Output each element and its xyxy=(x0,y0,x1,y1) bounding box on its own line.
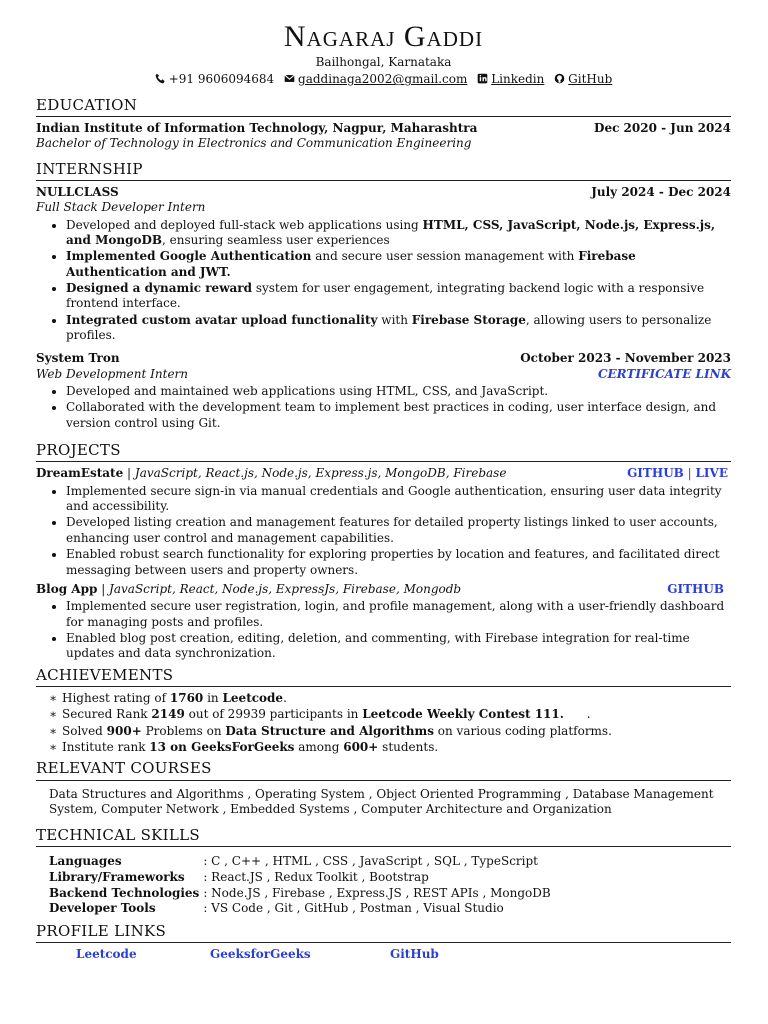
skills-table xyxy=(49,854,551,916)
contact-line xyxy=(36,72,731,87)
table-row: Backend Technologies : Node.JS , Firebase , Express.JS , REST APIs , MongoDB xyxy=(49,885,551,900)
list-item: • Enabled blog post creation, editing, deletion, and commenting, with Firebase integration for real-time updates and data synchronization. xyxy=(66,631,731,662)
project-bullets xyxy=(36,484,731,578)
list-item: • Enabled robust search functionality for exploring properties by location and features, and facilitated direct messaging between users and property owners. xyxy=(66,547,731,578)
live-project-link[interactable]: LIVE xyxy=(695,466,728,481)
github-profile-link[interactable]: GitHub xyxy=(390,946,439,961)
person-name: Nagaraj Gaddi xyxy=(283,20,484,53)
github-project-link[interactable]: GITHUB xyxy=(667,581,724,596)
project-dreamestate: DreamEstate | JavaScript, React.js, Node.js, Express.js, MongoDB, Firebase GITHUB | LIVE • Implemented secure sign-in via manual credentials and Google authentication, ensuring user data integrity and accessibility. • Developed listing creation and management features for detailed property listings linked to user accounts, enhancing user control and management capabilities. • Enabled robust search functionality for exploring properties by location and features, and facilitated direct messaging between users and property owners. xyxy=(36,466,731,578)
list-item: • Developed and deployed full-stack web applications using HTML, CSS, JavaScript, Node.js, Express.js, and MongoDB, ensuring seamless user experiences xyxy=(66,218,731,249)
project-tech: JavaScript, React.js, Node.js, Express.js, MongoDB, Firebase xyxy=(134,466,507,481)
geeksforgeeks-link[interactable]: GeeksforGeeks xyxy=(210,946,311,961)
project-name: DreamEstate xyxy=(36,466,124,481)
section-education: EDUCATION xyxy=(36,96,731,117)
job-dates: October 2023 - November 2023 xyxy=(520,351,731,366)
list-item: • Developed listing creation and management features for detailed property listings linked to user accounts, enhancing user control and management capabilities. xyxy=(66,515,731,546)
leetcode-link[interactable]: Leetcode xyxy=(76,946,137,961)
github-icon xyxy=(554,73,565,84)
list-item: • Collaborated with the development team to implement best practices in coding, user interface design, and version control using Git. xyxy=(66,400,731,431)
table-row: Languages : C , C++ , HTML , CSS , JavaScript , SQL , TypeScript xyxy=(49,854,538,869)
list-item: ∗ Solved 900+ Problems on Data Structure and Algorithms on various coding platforms. xyxy=(62,724,731,739)
list-item: • Designed a dynamic reward system for user engagement, integrating backend logic with a responsive frontend interface. xyxy=(66,281,731,312)
degree: Bachelor of Technology in Electronics and Communication Engineering xyxy=(36,136,472,151)
section-skills: TECHNICAL SKILLS xyxy=(36,826,731,847)
section-internship: INTERNSHIP xyxy=(36,160,731,181)
list-item: • Implemented Google Authentication and secure user session management with Firebase Authentication and JWT. xyxy=(66,249,731,280)
job-bullets xyxy=(36,218,731,344)
email[interactable] xyxy=(284,72,471,86)
phone[interactable] xyxy=(155,72,278,86)
job-nullclass xyxy=(36,185,731,344)
project-bullets xyxy=(36,599,731,661)
project-blog-app: Blog App | JavaScript, React, Node.js, ExpressJs, Firebase, Mongodb GITHUB • Implemented secure user registration, login, and profile management, along with a user-friendly dashboard for managing posts and profiles. • Enabled blog post creation, editing, deletion, and commenting, with Firebase integration for real-time updates and data synchronization. xyxy=(36,582,731,662)
section-profile-links: PROFILE LINKS xyxy=(36,922,731,943)
resume-page xyxy=(36,22,731,962)
list-item: ∗ Institute rank 13 on GeeksForGeeks among 600+ students. xyxy=(62,740,731,755)
table-row: Library/Frameworks : React.JS , Redux Toolkit , Bootstrap xyxy=(49,870,429,885)
project-name: Blog App xyxy=(36,581,98,596)
job-role: Full Stack Developer Intern xyxy=(36,200,206,215)
github-link[interactable] xyxy=(554,72,612,86)
phone-icon xyxy=(155,73,166,84)
job-role: Web Development Intern xyxy=(36,366,189,381)
courses-text: Data Structures and Algorithms , Operating System , Object Oriented Programming , Database Management System, Computer Network , Embedded Systems , Computer Architecture and Organization xyxy=(49,786,714,816)
address: Bailhongal, Karnataka xyxy=(315,55,452,69)
school-name: Indian Institute of Information Technology, Nagpur, Maharashtra xyxy=(36,120,478,135)
profile-links xyxy=(36,947,731,962)
phone-number: +91 9606094684 xyxy=(168,72,275,87)
job-system-tron xyxy=(36,351,731,431)
linkedin-icon xyxy=(477,73,488,84)
list-item: • Implemented secure user registration, login, and profile management, along with a user-friendly dashboard for managing posts and profiles. xyxy=(66,599,731,630)
section-courses: RELEVANT COURSES xyxy=(36,759,731,780)
education-entry xyxy=(36,121,731,136)
list-item: ∗ Highest rating of 1760 in Leetcode. xyxy=(62,691,731,706)
email-address: gaddinaga2002@gmail.com xyxy=(298,72,468,87)
linkedin-label: Linkedin xyxy=(491,72,545,87)
education-dates: Dec 2020 - Jun 2024 xyxy=(594,120,731,135)
company-name: System Tron xyxy=(36,351,120,366)
job-dates: July 2024 - Dec 2024 xyxy=(591,184,731,199)
linkedin-link[interactable] xyxy=(477,72,548,86)
achievements-list xyxy=(36,691,731,755)
github-project-link[interactable]: GITHUB xyxy=(627,466,684,481)
github-label: GitHub xyxy=(568,72,613,87)
table-row: Developer Tools : VS Code , Git , GitHub , Postman , Visual Studio xyxy=(49,901,504,916)
project-tech: JavaScript, React, Node.js, ExpressJs, Firebase, Mongodb xyxy=(109,581,462,596)
list-item: • Developed and maintained web applications using HTML, CSS, and JavaScript. xyxy=(66,384,731,399)
envelope-icon xyxy=(284,73,295,84)
list-item: • Integrated custom avatar upload functionality with Firebase Storage, allowing users to personalize profiles. xyxy=(66,313,731,344)
list-item: ∗ Secured Rank 2149 out of 29939 participants in Leetcode Weekly Contest 111. . xyxy=(62,707,731,722)
section-achievements: ACHIEVEMENTS xyxy=(36,666,731,687)
section-projects: PROJECTS xyxy=(36,441,731,462)
list-item: • Implemented secure sign-in via manual credentials and Google authentication, ensuring user data integrity and accessibility. xyxy=(66,484,731,515)
job-bullets xyxy=(36,384,731,431)
company-name: NULLCLASS xyxy=(36,184,119,199)
certificate-link[interactable]: CERTIFICATE LINK xyxy=(597,366,731,381)
